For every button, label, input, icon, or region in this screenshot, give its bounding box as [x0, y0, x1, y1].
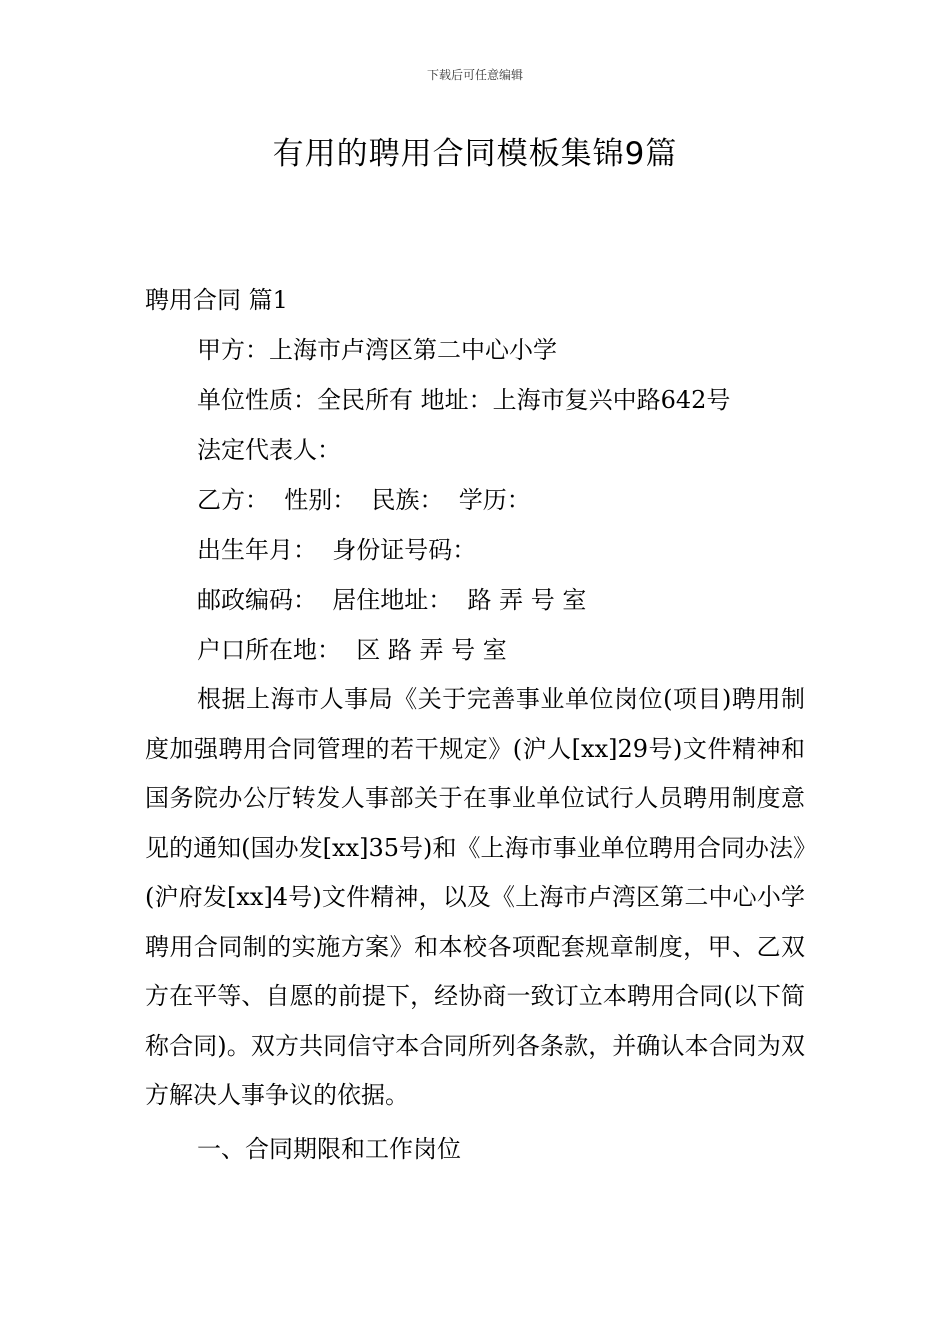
party-a-line: 甲方：上海市卢湾区第二中心小学	[197, 336, 557, 364]
document-title: 有用的聘用合同模板集锦9篇	[272, 136, 678, 172]
party-b-line: 乙方： 性别： 民族： 学历：	[197, 486, 531, 514]
body-paragraph: 根据上海市人事局《关于完善事业单位岗位(项目)聘用制度加强聘用合同管理的若干规定》(沪人[xx]29号)文件精神和国务院办公厅转发人事部关于在事业单位试行人员聘用制度意见的通知(国办发[xx]35号)和《上海市事业单位聘用合同办法》(沪府发[xx]4号)文件精神，以及《上海市卢湾区第二中心小学聘用合同制的实施方案》和本校各项配套规章制度，甲、乙双方在平等、自愿的前提下，经协商一致订立本聘用合同(以下简称合同)。双方共同信守本合同所列各条款，并确认本合同为双方解决人事争议的依据。	[145, 685, 805, 1109]
header-note: 下载后可任意编辑	[426, 68, 523, 82]
birth-line: 出生年月： 身份证号码：	[197, 536, 477, 564]
postal-line: 邮政编码： 居住地址： 路 弄 号 室	[197, 586, 587, 614]
document-body	[145, 282, 805, 1167]
unit-info-line: 单位性质：全民所有 地址：上海市复兴中路642号	[197, 386, 731, 414]
section-one-heading: 一、合同期限和工作岗位	[197, 1134, 461, 1163]
household-line: 户口所在地： 区 路 弄 号 室	[197, 636, 507, 664]
section-label: 聘用合同 篇1	[145, 286, 288, 314]
legal-rep-line: 法定代表人：	[197, 436, 341, 464]
